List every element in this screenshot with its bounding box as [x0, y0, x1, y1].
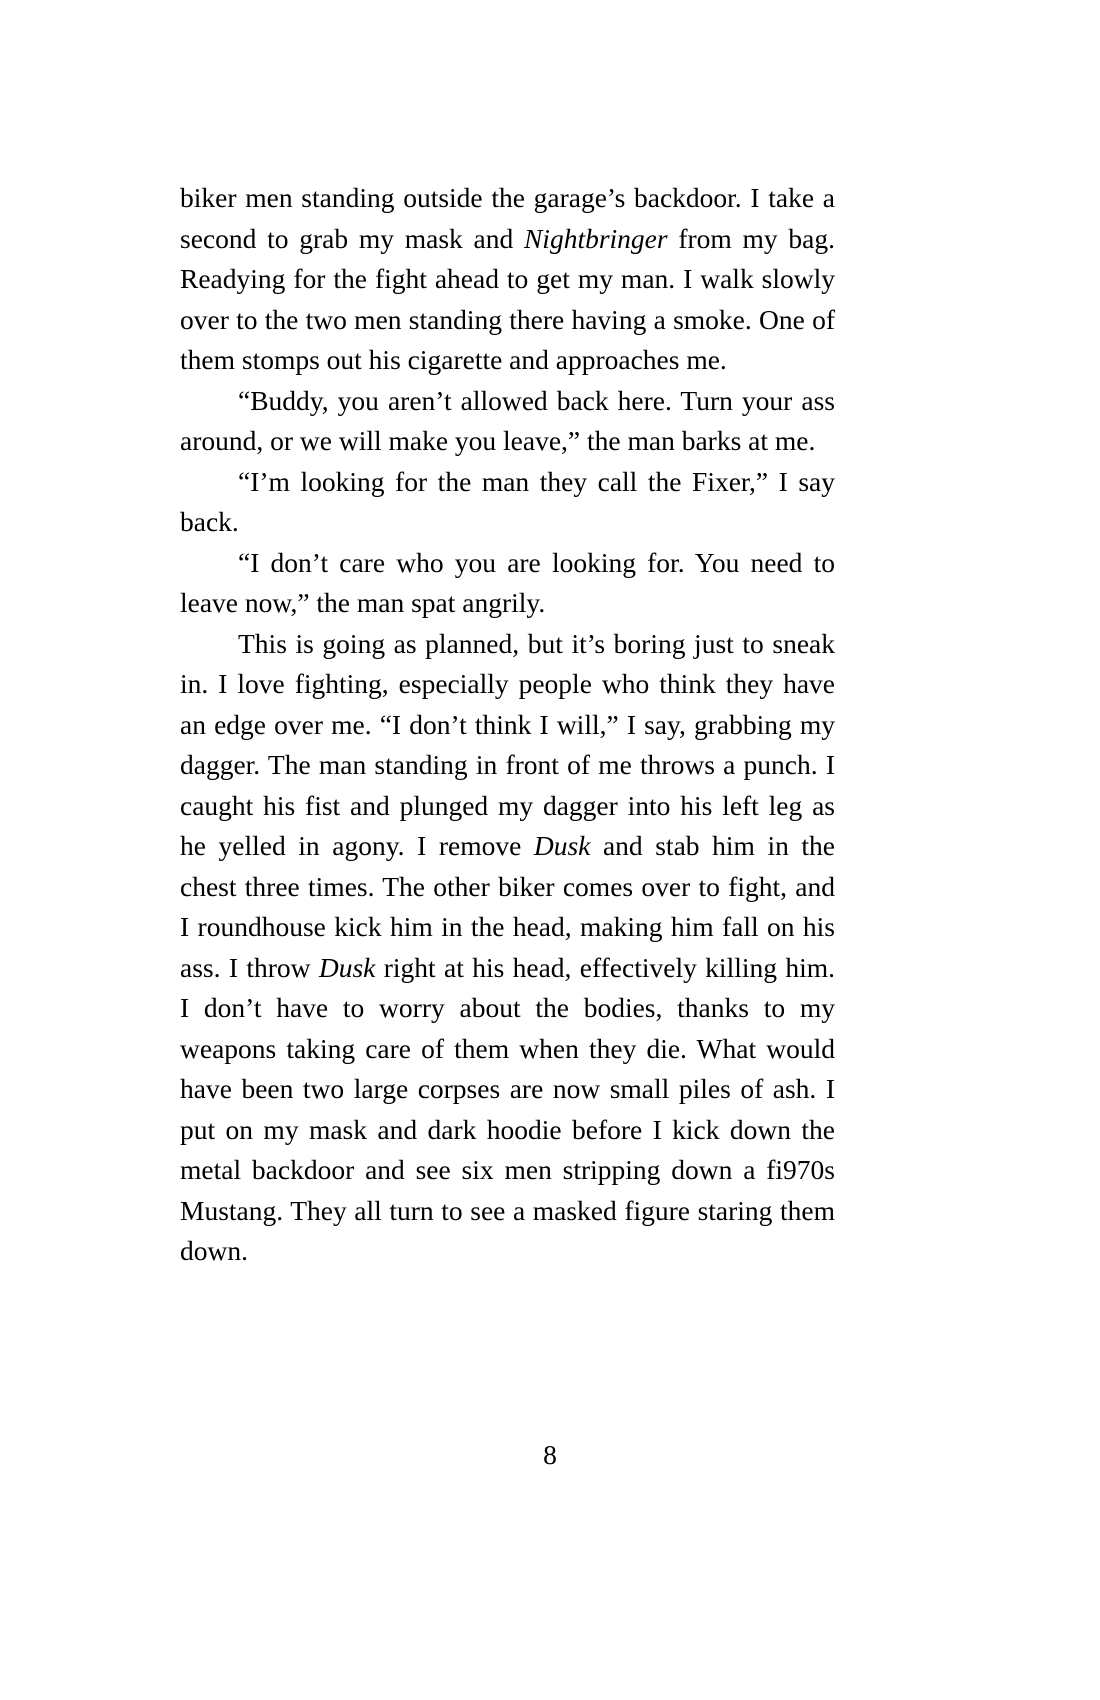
text-run: “I’m looking for the man they call the Fixer,” I say back. [180, 465, 835, 537]
text-run: This is going as planned, but it’s boring just to sneak in. I love fighting, especially people who think they have an edge over me. “I don’t think I will,” I say, grabbing my dagger. The man standing in front of me throws a punch. I caught his fist and plunged my dagger into his left leg as he yelled in agony. I remove [180, 627, 835, 861]
paragraph [180, 178, 835, 381]
text-run: biker men standing outside the garage’s backdoor. I take a second to grab my mask and [180, 182, 835, 254]
text-run: and stab him in the chest three times. The other biker comes over to fight, and I roundhouse kick him in the head, making him fall on his ass. I throw [180, 830, 835, 983]
paragraph [180, 381, 835, 462]
italic-emphasis: Dusk [533, 830, 591, 861]
italic-emphasis: Nightbringer [523, 222, 668, 254]
italic-emphasis: Dusk [318, 951, 376, 983]
text-run: from my bag. Readying for the fight ahead to get my man. I walk slowly over to the two men standing there having a smoke. One of them stomps out his cigarette and approaches me. [180, 222, 835, 375]
body-text-block [180, 178, 835, 1272]
text-run: “Buddy, you aren’t allowed back here. Turn your ass around, or we will make you leave,” the man barks at me. [180, 384, 835, 456]
text-run: right at his head, effectively killing him. I don’t have to worry about the bodies, thanks to my weapons taking care of them when they die. What would have been two large corpses are now small piles of ash. I put on my mask and dark hoodie before I kick down the metal backdoor and see six men stripping down a fi970s Mustang. They all turn to see a masked figure staring them down. [180, 951, 835, 1266]
paragraph [180, 624, 835, 1272]
text-run: “I don’t care who you are looking for. You need to leave now,” the man spat angrily. [180, 546, 835, 618]
paragraph [180, 462, 835, 543]
page-number: 8 [543, 1439, 557, 1470]
paragraph [180, 543, 835, 624]
